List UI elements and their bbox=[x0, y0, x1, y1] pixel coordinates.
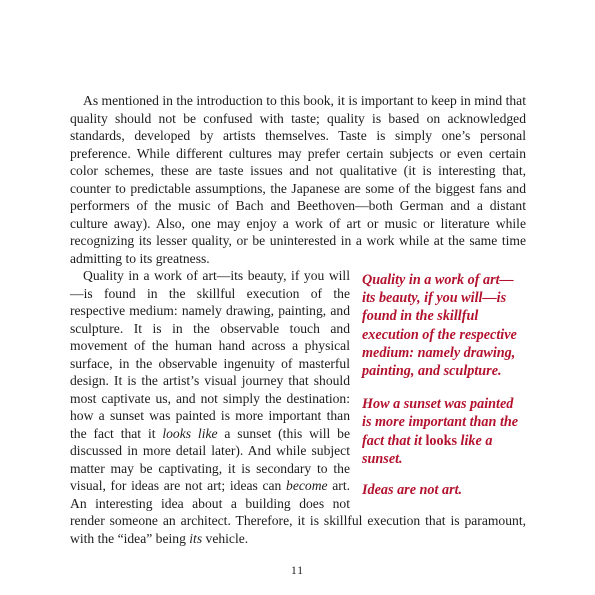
pullquote-2-upright: looks bbox=[425, 432, 457, 449]
pullquote-2-text-b: like a sunset. bbox=[362, 432, 493, 467]
paragraph-2-text-d: vehicle. bbox=[202, 530, 249, 546]
paragraph-2-emphasis-1: looks like bbox=[162, 425, 218, 441]
paragraph-2-emphasis-2: become bbox=[286, 478, 328, 493]
pullquote-2 bbox=[362, 395, 526, 468]
pullquote-column bbox=[362, 271, 526, 499]
paragraph-1: As mentioned in the introduction to this book, it is important to keep in mind that quality should not be confused with taste; quality is based on acknowledged standards, developed by artists themselves. Taste is simply one’s personal preference. While different cultures may prefer certain subjects or even certain color schemes, these are taste issues and not qualitative (it is interesting that, counter to predictable assumptions, the Japanese are some of the biggest fans and performers of the music of Bach and Beethoven—both German and a distant culture away). Also, one may enjoy a work of art or music or literature while recognizing its lesser quality, or be uninterested in a work while at the same time admitting to its greatness. bbox=[70, 93, 526, 266]
page-content bbox=[70, 92, 526, 547]
paragraph-2-emphasis-3: its bbox=[189, 530, 203, 546]
paragraph-2-text-b: a sunset (this will be discussed in more detail later). And while subject matter may be captivating, it is secondary to the visual, for ideas are not art; ideas can bbox=[70, 425, 351, 493]
paragraph-2-text-a: Quality in a work of art—its beauty, if you will—is found in the skillful execution of the respective medium: namely drawing, painting, and sculpture. It is in the observable touch and movement of the human hand across a physical surface, in the observable ingenuity of masterful design. It is the artist’s visual journey that should most captivate us, and not simply the destination: how a sunset was painted is more important than the fact that it bbox=[70, 268, 350, 441]
pullquote-2-text-a: How a sunset was painted is more important than the fact that it bbox=[362, 396, 519, 449]
page-number: 11 bbox=[290, 565, 305, 577]
pullquote-1: Quality in a work of art—its beauty, if you will—is found in the skillful execution of the respective medium: namely drawing, painting, and sculpture. bbox=[362, 272, 517, 380]
pullquote-3: Ideas are not art. bbox=[362, 482, 463, 499]
paragraph-2-text-c: art. An interesting idea about a building does not render someone an architect. Therefore, it is skillful execution that is paramount, with the “idea” being bbox=[70, 478, 526, 546]
